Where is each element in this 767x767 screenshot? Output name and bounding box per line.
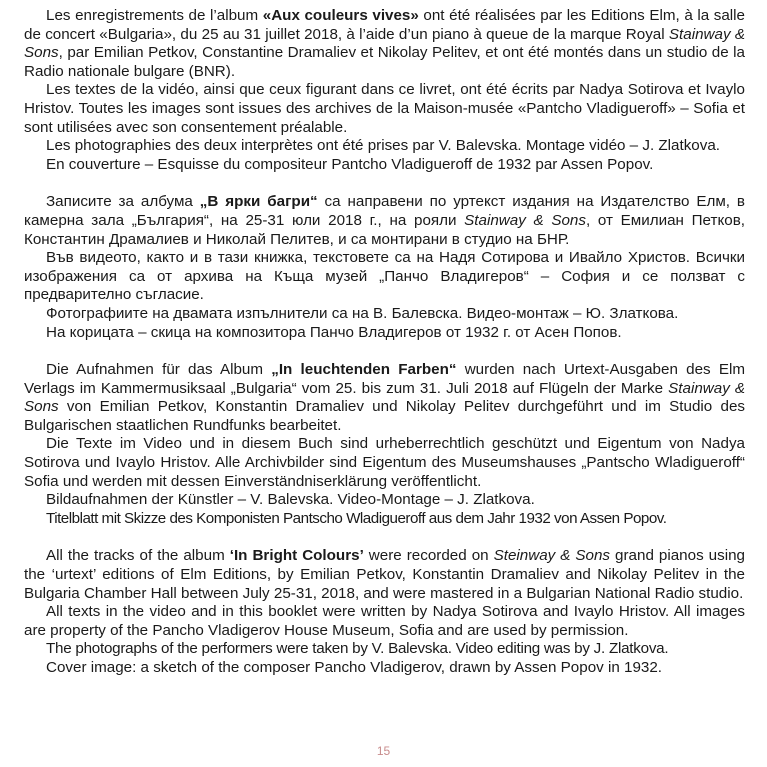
album-title: „In leuchtenden Farben“ bbox=[271, 361, 457, 379]
text-run: Във видеото, както и в тази книжка, текстовете са на Надя Сотирова и Ивайло Христов. Всички изображения са от архива на Къща музей „Панчо Владигеров“ – София и се ползват с предварително съгласие. bbox=[24, 249, 745, 304]
album-title: ‘In Bright Colours’ bbox=[229, 547, 364, 565]
paragraph bbox=[24, 305, 745, 324]
section-bulgarian bbox=[24, 193, 745, 342]
text-run: grand pianos using the ‘urtext’ editions of Elm Editions, by Emilian Petkov, Konstantin Dramaliev and Nikolay Pelitev in the Bulgaria Chamber Hall between July 25-31, 2018, and were mastered in a Bulgarian National Radio studio. bbox=[24, 547, 745, 602]
paragraph bbox=[24, 324, 745, 343]
text-run: Bildaufnahmen der Künstler – V. Balevska. Video-Montage – J. Zlatkova. bbox=[46, 491, 535, 509]
text-run: Die Texte im Video und in diesem Buch sind urheberrechtlich geschützt und Eigentum von Nadya Sotirova und Ivaylo Hristov. Alle Archivbilder sind Eigentum des Museumshauses „Pantscho Wladigueroff“ Sofia und werden mit dessen Einverständniserklärung veröffentlicht. bbox=[24, 435, 745, 490]
text-run: Les enregistrements de l’album bbox=[46, 7, 263, 24]
album-title: «Aux couleurs vives» bbox=[262, 7, 419, 24]
paragraph bbox=[24, 249, 745, 305]
text-run: Die Aufnahmen für das Album bbox=[46, 361, 272, 379]
text-run: ont été réalisées par les Editions Elm, à la salle de concert «Bulgaria», du 25 au 31 juillet 2018, à l’aide d’un piano à queue de la marque Royal bbox=[24, 7, 745, 43]
text-run: wurden nach Urtext-Ausgaben des Elm Verlags im Kammermusiksaal „Bulgaria“ vom 25. bis zum 31. Juli 2018 auf Flügeln der Marke bbox=[24, 361, 746, 397]
text-run: Les textes de la vidéo, ainsi que ceux figurant dans ce livret, ont été écrits par Nadya Sotirova et Ivaylo Hristov. Toutes les images sont issues des archives de la Maison-musée «Pantcho Vladigueroff» – Sofia et sont utilisées avec son consentement préalable. bbox=[24, 81, 745, 136]
section-english bbox=[24, 547, 745, 677]
album-title: „В ярки багри“ bbox=[199, 193, 318, 211]
paragraph bbox=[24, 547, 745, 603]
text-run: Les photographies des deux interprètes ont été prises par V. Balevska. Montage vidéo – J. Zlatkova. bbox=[46, 137, 720, 155]
text-run: All the tracks of the album bbox=[46, 547, 230, 565]
section-german bbox=[24, 361, 745, 528]
paragraph bbox=[24, 435, 745, 491]
paragraph bbox=[24, 193, 745, 249]
brand-name: Stainway & Sons bbox=[464, 211, 586, 229]
brand-name: Stainway & Sons bbox=[24, 379, 745, 416]
brand-name: Steinway & Sons bbox=[493, 547, 611, 565]
paragraph bbox=[24, 81, 745, 137]
text-run: Cover image: a sketch of the composer Pancho Vladigerov, drawn by Assen Popov in 1932. bbox=[46, 659, 663, 676]
page-number: 15 bbox=[376, 744, 391, 758]
paragraph bbox=[24, 7, 745, 81]
paragraph bbox=[24, 137, 745, 156]
text-run: von Emilian Petkov, Konstantin Dramaliev und Nikolay Pelitev durchgeführt und im Studio des Bulgarischen staatlichen Rundfunks bearbeitet. bbox=[24, 398, 745, 434]
paragraph bbox=[24, 361, 745, 435]
text-run: Фотографиите на двамата изпълнители са на В. Балевска. Видео-монтаж – Ю. Златкова. bbox=[46, 304, 679, 322]
text-run: , par Emilian Petkov, Constantine Dramaliev et Nikolay Pelitev, et ont été montés dans un studio de la Radio nationale bulgare (BNR). bbox=[24, 44, 745, 80]
paragraph bbox=[24, 156, 745, 175]
text-run: Записите за албума bbox=[46, 193, 200, 211]
text-run: All texts in the video and in this booklet were written by Nadya Sotirova and Ivaylo Hristov. All images are property of the Pancho Vladigerov House Museum, Sofia and are used by permission. bbox=[24, 603, 745, 639]
paragraph bbox=[24, 640, 745, 659]
text-run: En couverture – Esquisse du compositeur Pantcho Vladigueroff de 1932 par Assen Popov. bbox=[46, 155, 654, 173]
text-run: Titelblatt mit Skizze des Komponisten Pantscho Wladigueroff aus dem Jahr 1932 von Assen Popov. bbox=[46, 509, 667, 527]
text-run: The photographs of the performers were taken by V. Balevska. Video editing was by J. Zlatkova. bbox=[46, 640, 669, 658]
paragraph bbox=[24, 510, 745, 529]
paragraph bbox=[24, 659, 745, 678]
document-page bbox=[24, 7, 745, 697]
section-french bbox=[24, 7, 745, 174]
paragraph bbox=[24, 491, 745, 510]
text-run: were recorded on bbox=[363, 547, 494, 565]
text-run: На корицата – скица на композитора Панчо Владигеров от 1932 г. от Асен Попов. bbox=[46, 323, 622, 341]
text-run: са направени по уртекст издания на Издателство Елм, в камерна зала „България“, на 25-31 юли 2018 г., на рояли bbox=[24, 193, 745, 229]
text-run: , от Емилиан Петков, Константин Драмалиев и Николай Пелитев, и са монтирани в студио на БНР. bbox=[24, 211, 745, 248]
paragraph bbox=[24, 603, 745, 640]
brand-name: Stainway & Sons bbox=[24, 25, 745, 62]
